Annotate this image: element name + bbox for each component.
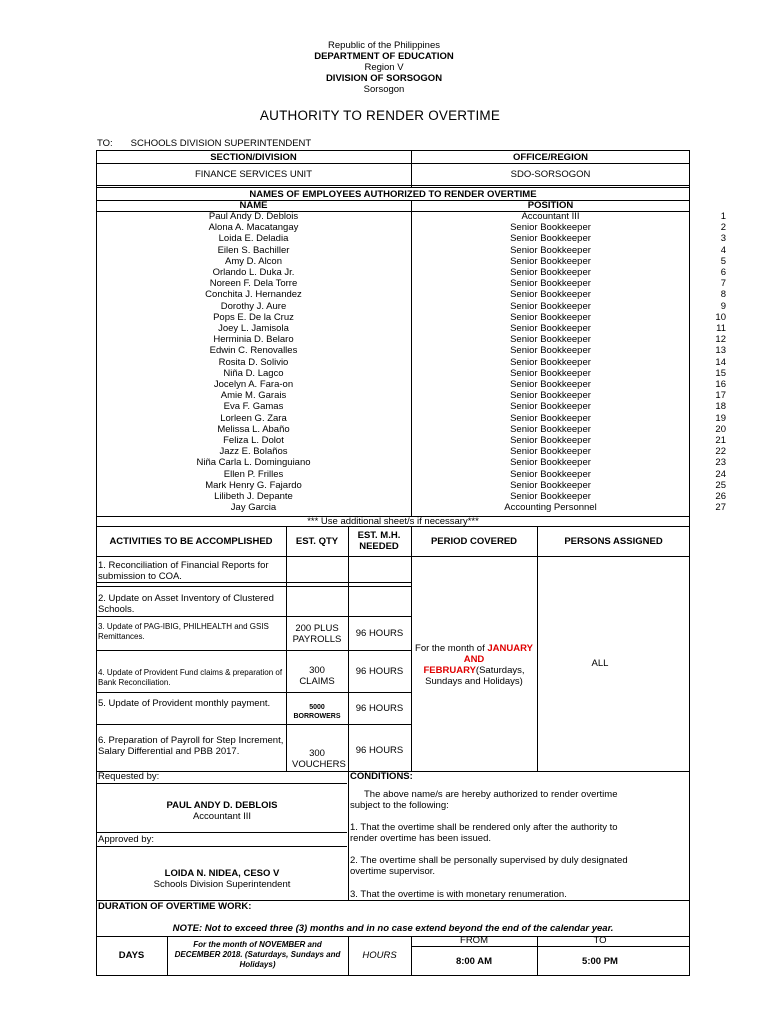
activity-4-hours: 96 HOURS [355, 666, 404, 677]
addressee-label: TO: [97, 138, 113, 149]
from-label: FROM [460, 935, 488, 946]
employee-number: 12 [715, 334, 726, 346]
employee-name: Paul Andy D. Deblois [208, 211, 299, 222]
employee-name: Alona A. Macatangay [208, 222, 299, 234]
employee-name: Feliza L. Dolot [223, 435, 284, 446]
employee-number: 15 [715, 367, 726, 379]
employee-position: Senior Bookkeeper [510, 345, 591, 357]
requested-by-label: Requested by: [98, 771, 160, 782]
requested-by-title: Accountant III [192, 811, 252, 822]
employee-number: 21 [715, 435, 726, 446]
hours-label: HOURS [362, 950, 397, 961]
employee-position: Senior Bookkeeper [510, 300, 591, 312]
employee-position: Senior Bookkeeper [510, 479, 591, 491]
addressee-value: SCHOOLS DIVISION SUPERINTENDENT [130, 138, 312, 149]
duration-note-label: NOTE: [172, 923, 203, 934]
employee-name: Lorleen G. Zara [220, 412, 287, 424]
activity-4-qty: 300 CLAIMS [299, 665, 335, 687]
employee-number: 3 [720, 233, 726, 245]
days-label: DAYS [118, 950, 145, 961]
duration-label: DURATION OF OVERTIME WORK: [98, 901, 252, 912]
employee-number: 23 [715, 457, 726, 469]
employee-position: Senior Bookkeeper [510, 457, 591, 469]
employee-name: Pops E. De la Cruz [213, 311, 294, 323]
employee-position: Senior Bookkeeper [510, 267, 591, 278]
employee-number: 13 [715, 345, 726, 357]
employee-name: Orlando L. Duka Jr. [212, 267, 295, 278]
employee-number: 6 [720, 267, 726, 278]
activity-1: 1. Reconciliation of Financial Reports for submission to COA. [98, 560, 269, 582]
activity-6-qty: 300 VOUCHERS [292, 748, 346, 770]
employee-name: Conchita J. Hernandez [205, 289, 302, 301]
employee-number: 16 [715, 379, 726, 390]
days-value: For the month of NOVEMBER and DECEMBER 2018. (Saturdays, Sundays and Holidays) [174, 940, 341, 969]
employee-number: 20 [715, 423, 726, 435]
employee-position: Senior Bookkeeper [510, 255, 591, 267]
period-suffix: (Saturdays, Sundays and Holidays) [425, 665, 525, 687]
approved-by-label: Approved by: [98, 834, 154, 845]
activity-3-qty: 200 PLUS PAYROLLS [292, 623, 342, 645]
employee-name: Amie M. Garais [220, 390, 287, 402]
period-covered-column: PERIOD COVERED [430, 536, 518, 547]
activity-5-hours: 96 HOURS [355, 703, 404, 714]
activity-3-hours: 96 HOURS [355, 628, 404, 639]
employee-position: Senior Bookkeeper [510, 468, 591, 480]
employee-number: 14 [715, 356, 726, 368]
employee-position: Senior Bookkeeper [510, 311, 591, 323]
form-title: AUTHORITY TO RENDER OVERTIME [259, 108, 501, 123]
employee-name: Eilen S. Bachiller [217, 244, 290, 256]
condition-2: 2. The overtime shall be personally supervised by duly designated overtime supervisor. [350, 855, 628, 877]
section-division-heading: SECTION/DIVISION [210, 152, 297, 163]
employee-name: Eva F. Gamas [223, 401, 284, 413]
employee-position: Senior Bookkeeper [510, 278, 591, 290]
period-months: JANUARY AND FEBRUARY [423, 643, 533, 676]
persons-assigned-column: PERSONS ASSIGNED [564, 536, 663, 547]
employees-heading: NAMES OF EMPLOYEES AUTHORIZED TO RENDER OVERTIME [249, 189, 537, 200]
header-country: Republic of the Philippines [328, 40, 440, 51]
employee-number: 5 [720, 255, 726, 267]
employee-number: 10 [715, 311, 726, 323]
est-mh-column: EST. M.H. NEEDED [357, 530, 401, 552]
employee-name: Amy D. Alcon [224, 255, 283, 267]
period-covered-value [414, 643, 534, 687]
activity-6: 6. Preparation of Payroll for Step Increment, Salary Differential and PBB 2017. [98, 735, 284, 757]
employee-number: 26 [715, 491, 726, 502]
employee-number: 24 [715, 468, 726, 480]
employee-number: 18 [715, 401, 726, 413]
employee-name: Jay Garcia [230, 502, 277, 514]
header-region: Region V [364, 62, 404, 73]
condition-1: 1. That the overtime shall be rendered only after the authority to render overtime has been issued. [350, 822, 618, 844]
activity-2: 2. Update on Asset Inventory of Clustered Schools. [98, 593, 274, 615]
est-qty-column: EST. QTY [295, 536, 339, 547]
additional-sheet-note: *** Use additional sheet/s if necessary*** [307, 516, 479, 527]
employee-name: Ellen P. Frilles [223, 468, 284, 480]
employee-position: Senior Bookkeeper [510, 289, 591, 301]
employees-name-column: NAME [239, 200, 268, 211]
activity-5-qty: 5000 BORROWERS [293, 704, 341, 720]
office-region-value: SDO-SORSOGON [510, 169, 591, 180]
activities-column: ACTIVITIES TO BE ACCOMPLISHED [109, 536, 273, 547]
period-prefix: For the month of [415, 643, 485, 654]
to-label: TO [593, 935, 607, 946]
header-department: DEPARTMENT OF EDUCATION [314, 51, 454, 62]
employee-position: Accounting Personnel [504, 502, 597, 514]
employee-position: Senior Bookkeeper [510, 423, 591, 435]
duration-note [96, 923, 690, 934]
employee-position: Senior Bookkeeper [510, 435, 591, 446]
activity-6-hours: 96 HOURS [355, 745, 404, 756]
employee-name: Jocelyn A. Fara-on [213, 379, 294, 390]
employee-name: Dorothy J. Aure [220, 300, 287, 312]
employee-position: Senior Bookkeeper [510, 334, 591, 346]
employee-position: Senior Bookkeeper [510, 222, 591, 234]
employee-position: Senior Bookkeeper [510, 323, 591, 334]
employee-position: Senior Bookkeeper [510, 412, 591, 424]
employee-number: 25 [715, 479, 726, 491]
employee-name: Rosita D. Solivio [218, 356, 289, 368]
conditions-intro: The above name/s are hereby authorized to render overtime subject to the following: [350, 789, 618, 811]
employee-number: 11 [716, 323, 726, 334]
office-region-heading: OFFICE/REGION [513, 152, 588, 163]
section-division-value: FINANCE SERVICES UNIT [194, 169, 312, 180]
employee-position: Accountant III [521, 211, 580, 222]
header-division: DIVISION OF SORSOGON [325, 73, 443, 84]
employee-position: Senior Bookkeeper [510, 390, 591, 402]
employee-name: Herminia D. Belaro [213, 334, 294, 346]
employee-name: Niña Carla L. Dominguiano [196, 457, 311, 469]
employee-position: Senior Bookkeeper [510, 244, 591, 256]
to-time: 5:00 PM [582, 956, 618, 967]
duration-note-text: Not to exceed three (3) months and in no case extend beyond the end of the calendar year. [204, 923, 614, 934]
conditions-label: CONDITIONS: [350, 771, 413, 782]
employee-number: 1 [720, 211, 726, 222]
employee-position: Senior Bookkeeper [510, 233, 591, 245]
employee-number: 19 [715, 412, 726, 424]
header-city: Sorsogon [363, 84, 405, 95]
employee-position: Senior Bookkeeper [510, 491, 591, 502]
employee-number: 22 [715, 446, 726, 458]
employee-name: Melissa L. Abaño [217, 423, 290, 435]
employee-name: Noreen F. Dela Torre [209, 278, 298, 290]
employee-number: 9 [720, 300, 726, 312]
employee-name: Loida E. Deladia [218, 233, 289, 245]
requested-by-name: PAUL ANDY D. DEBLOIS [166, 800, 278, 811]
employees-position-column: POSITION [527, 200, 574, 211]
condition-3: 3. That the overtime is with monetary renumeration. [350, 889, 567, 900]
employee-name: Edwin C. Renovalles [209, 345, 298, 357]
activity-4: 4. Update of Provident Fund claims & preparation of Bank Reconciliation. [98, 668, 283, 687]
employee-name: Lilibeth J. Depante [214, 491, 293, 502]
employee-number: 2 [720, 222, 726, 234]
employee-position: Senior Bookkeeper [510, 401, 591, 413]
approved-by-title: Schools Division Superintendent [153, 879, 291, 890]
employee-number: 7 [720, 278, 726, 290]
employee-position: Senior Bookkeeper [510, 446, 591, 458]
employee-name: Jazz E. Bolaños [219, 446, 288, 458]
employee-name: Mark Henry G. Fajardo [205, 479, 302, 491]
employee-number: 4 [720, 244, 726, 256]
activity-5: 5. Update of Provident monthly payment. [98, 698, 271, 709]
activity-3: 3. Update of PAG-IBIG, PHILHEALTH and GSIS Remittances. [98, 622, 269, 641]
approved-by-name: LOIDA N. NIDEA, CESO V [164, 868, 280, 879]
employee-position: Senior Bookkeeper [510, 379, 591, 390]
employee-number: 27 [715, 502, 726, 514]
employee-position: Senior Bookkeeper [510, 367, 591, 379]
from-time: 8:00 AM [455, 956, 493, 967]
addressee [97, 138, 311, 149]
employee-number: 8 [720, 289, 726, 301]
employee-name: Niña D. Lagco [223, 367, 284, 379]
employee-position: Senior Bookkeeper [510, 356, 591, 368]
persons-assigned-value: ALL [591, 658, 609, 669]
employee-number: 17 [715, 390, 726, 402]
employee-name: Joey L. Jamisola [218, 323, 289, 334]
